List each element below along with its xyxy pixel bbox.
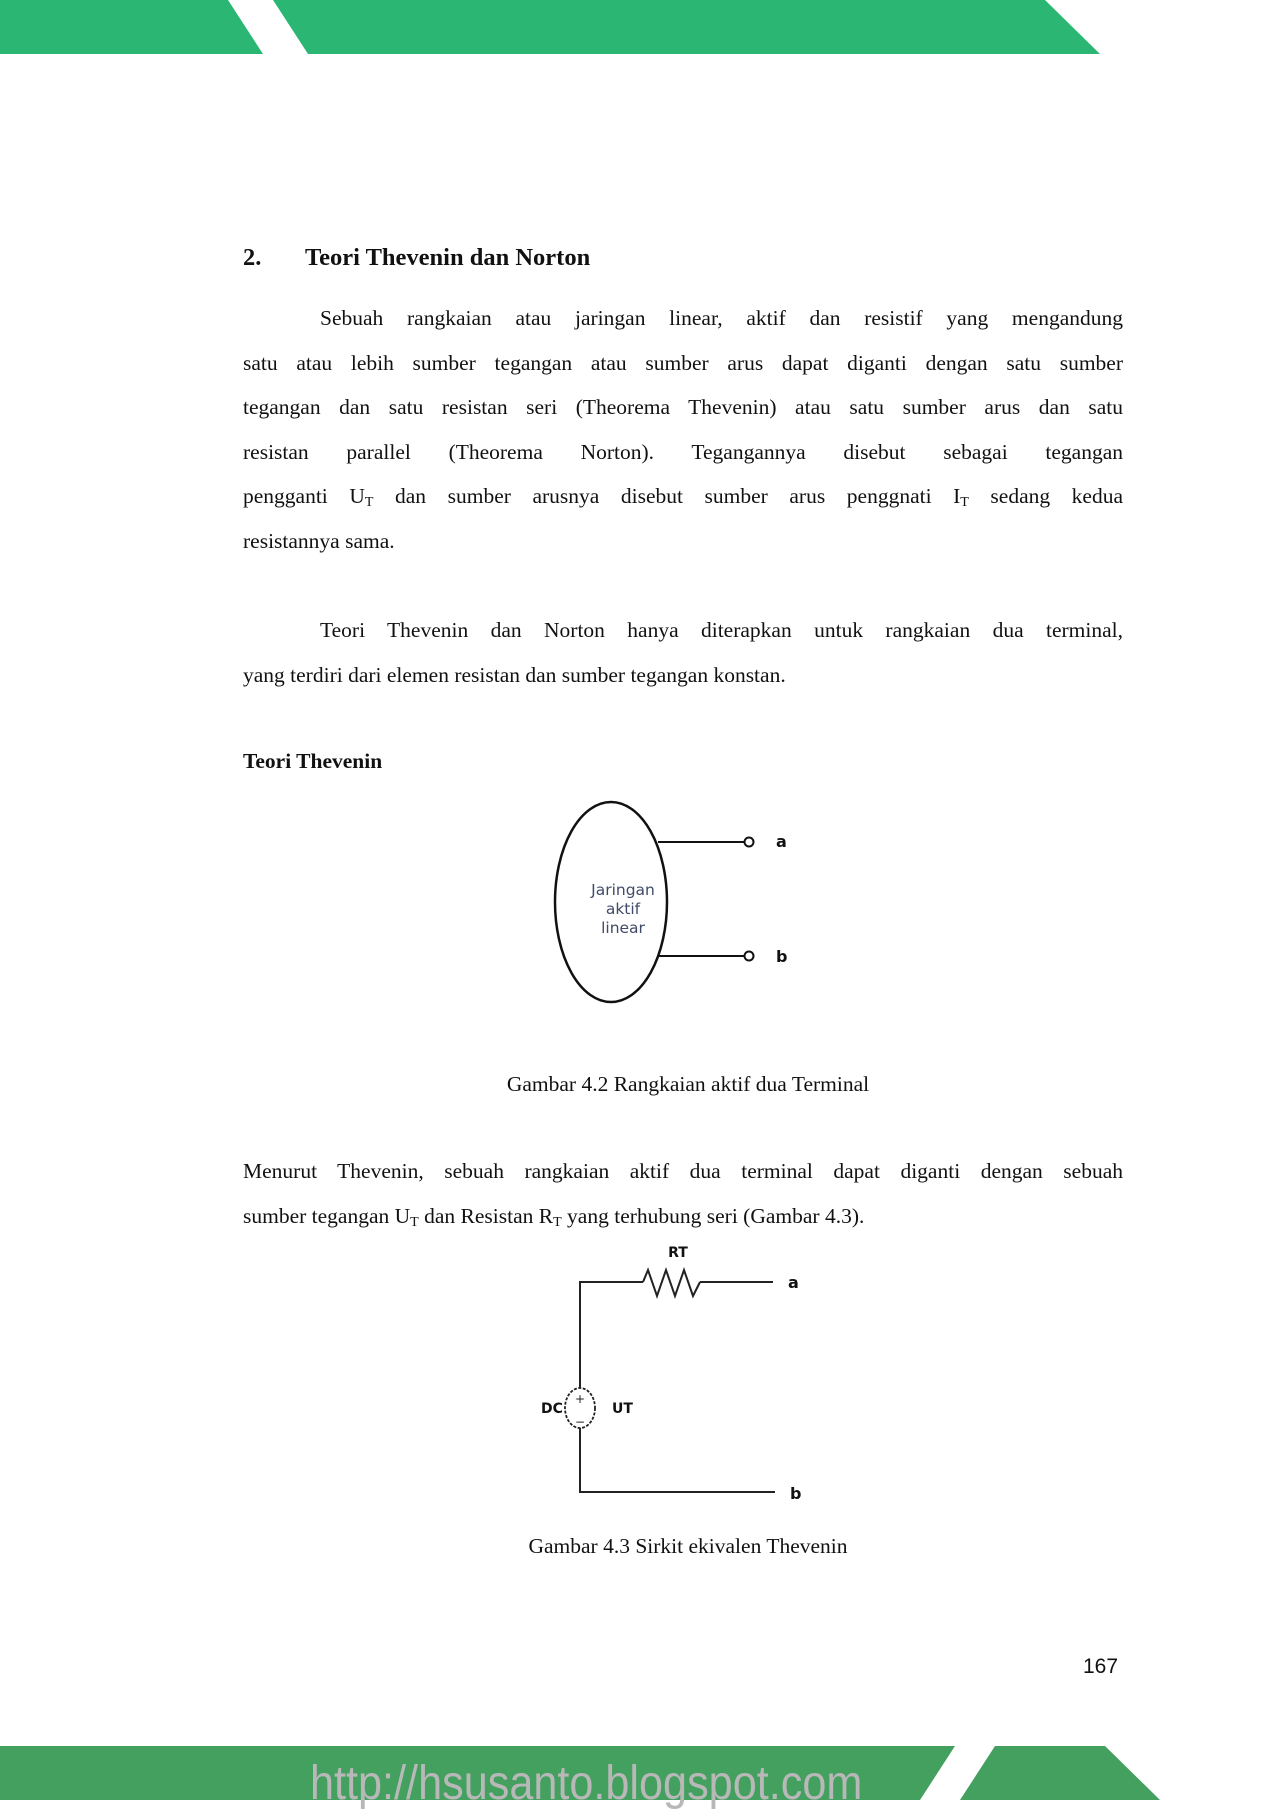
text-run: yang terhubung seri (Gambar 4.3). — [561, 1203, 865, 1228]
paragraph-line: Teori Thevenin dan Norton hanya diterapkan untuk rangkaian dua terminal, — [320, 618, 1123, 642]
header-band-left — [0, 0, 263, 54]
paragraph-3 — [243, 1149, 1123, 1238]
figure-caption: Gambar 4.3 Sirkit ekivalen Thevenin — [528, 1534, 848, 1558]
terminal-a-label: a — [788, 1273, 799, 1292]
resistor-label: RT — [668, 1245, 688, 1261]
figure-thevenin-equivalent — [530, 1240, 830, 1515]
subscript: T — [410, 1214, 419, 1230]
footer-band-right — [960, 1746, 1160, 1800]
source-value-label: UT — [612, 1401, 633, 1417]
network-label-line: Jaringan — [591, 881, 655, 899]
watermark-url[interactable]: http://hsusanto.blogspot.com — [310, 1757, 863, 1810]
paragraph-line: resistan parallel (Theorema Norton). Tegangannya disebut sebagai tegangan — [243, 439, 1123, 464]
header-band-right — [273, 0, 1100, 54]
terminal-b-node — [745, 952, 754, 961]
paragraph-2 — [243, 608, 1123, 697]
figure-active-network — [540, 795, 820, 1010]
subscript: T — [553, 1214, 562, 1230]
minus-sign: − — [574, 1415, 586, 1429]
subscript: T — [364, 495, 374, 510]
paragraph-line: tegangan dan satu resistan seri (Theorema Thevenin) atau satu sumber arus dan satu — [243, 395, 1123, 419]
text-run: sumber tegangan U — [243, 1203, 411, 1228]
text-run: dan sumber arusnya disebut sumber arus penggnati I — [373, 484, 961, 508]
paragraph-line: resistannya sama. — [243, 528, 395, 553]
paragraph-line: yang terdiri dari elemen resistan dan sumber tegangan konstan. — [243, 662, 786, 687]
page-number: 167 — [1083, 1655, 1119, 1678]
plus-sign: + — [574, 1392, 586, 1406]
terminal-a-node — [745, 838, 754, 847]
paragraph-line — [243, 1194, 1123, 1239]
paragraph-line: satu atau lebih sumber tegangan atau sumber arus dapat diganti dengan satu sumber — [243, 350, 1123, 375]
paragraph-line — [243, 474, 1123, 519]
text-run: pengganti U — [243, 484, 365, 508]
resistor-rt — [643, 1270, 700, 1296]
terminal-b-label: b — [776, 947, 788, 966]
paragraph-1 — [243, 296, 1123, 563]
text-run: dan Resistan R — [418, 1203, 554, 1228]
subscript: T — [960, 495, 969, 510]
network-label-line: aktif — [605, 900, 641, 918]
network-label-line: linear — [601, 919, 645, 937]
header-band — [0, 0, 1272, 54]
paragraph-line: Sebuah rangkaian atau jaringan linear, aktif dan resistif yang mengandung — [320, 306, 1123, 330]
paragraph-line: Menurut Thevenin, sebuah rangkaian aktif dua terminal dapat diganti dengan sebuah — [243, 1159, 1123, 1183]
terminal-b-label: b — [790, 1484, 802, 1503]
terminal-a-label: a — [776, 832, 787, 851]
section-title: Teori Thevenin dan Norton — [305, 244, 591, 271]
bottom-wire — [580, 1428, 775, 1492]
figure-caption: Gambar 4.2 Rangkaian aktif dua Terminal — [506, 1072, 870, 1096]
top-wire — [580, 1282, 643, 1388]
source-type-label: DC — [541, 1401, 563, 1417]
text-run: sedang kedua — [968, 484, 1124, 508]
subheading: Teori Thevenin — [243, 749, 383, 773]
section-number: 2. — [243, 244, 262, 271]
